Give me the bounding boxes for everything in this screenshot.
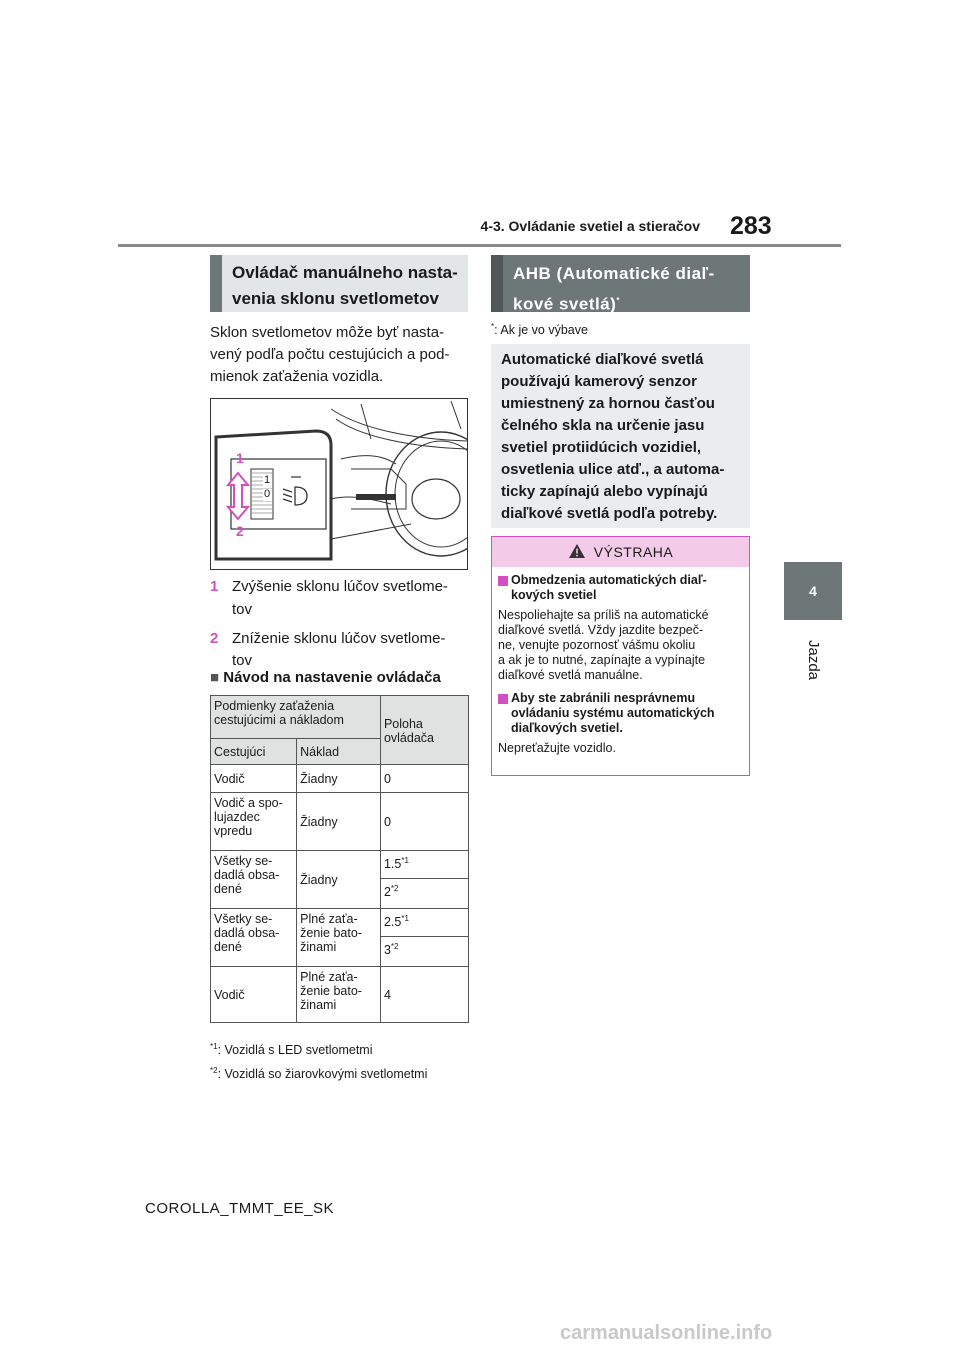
- cell-position: 0: [380, 765, 468, 793]
- cell-line: dené: [214, 882, 242, 896]
- warning-header: [492, 537, 749, 567]
- list-text: [232, 628, 445, 672]
- header-text: Podmienky zaťaženia: [214, 699, 335, 713]
- footnote-ref: *: [616, 296, 620, 305]
- subheading-text: [511, 691, 715, 736]
- cell-position: [380, 879, 468, 909]
- info-line: osvetlenia ulice atď., a automa-: [501, 461, 725, 478]
- table-header-passengers: Cestujúci: [211, 739, 297, 765]
- footnote-ref: *2: [390, 884, 399, 893]
- text-line: diaľkové svetlá manuálne.: [498, 668, 643, 682]
- list-text-line: tov: [232, 601, 253, 618]
- table-row: [211, 851, 469, 879]
- dial-mark-1: 1: [264, 474, 271, 486]
- cell-line: Plné zaťa-: [300, 970, 358, 984]
- text-line: kových svetiel: [511, 588, 597, 602]
- text-line: Nespoliehajte sa príliš na automatické: [498, 608, 709, 622]
- leveling-heading-line2: venia sklonu svetlometov: [232, 289, 439, 308]
- text-line: diaľkových svetiel.: [511, 721, 623, 735]
- cell-line: dadlá obsa-: [214, 926, 280, 940]
- list-item: [210, 576, 472, 621]
- list-text-line: Zvýšenie sklonu lúčov svetlome-: [232, 578, 448, 595]
- footnote-2: [210, 1066, 427, 1081]
- footnote-1: [210, 1042, 372, 1057]
- table-header-conditions: [211, 696, 381, 739]
- figure-label-down: 2: [236, 523, 244, 539]
- intro-line: mienok zaťaženia vozidla.: [210, 368, 384, 385]
- intro-line: vený podľa počtu cestujúcich a pod-: [210, 346, 450, 363]
- table-row: [211, 793, 469, 851]
- text-line: Aby ste zabránili nesprávnemu: [511, 691, 696, 705]
- warning-title: VÝSTRAHA: [593, 544, 674, 560]
- footnote-mark: *2: [210, 1066, 218, 1075]
- intro-line: Sklon svetlometov môže byť nasta-: [210, 324, 445, 341]
- cell-line: Všetky se-: [214, 912, 273, 926]
- watermark: carmanualsonline.info: [560, 1322, 773, 1344]
- header-divider: [118, 244, 841, 247]
- text-line: a ak je to nutné, zapínajte a vypínajte: [498, 653, 706, 667]
- cell-position: 4: [380, 967, 468, 1023]
- header-text: ovládača: [383, 730, 434, 745]
- footnote-ref: *1: [401, 856, 409, 865]
- page-number: 283: [730, 212, 772, 240]
- ahb-heading-line2: [513, 287, 740, 318]
- cell-line: vpredu: [214, 824, 253, 838]
- dashboard-drawing: [211, 399, 467, 569]
- table-header-position: [380, 696, 468, 765]
- info-line: Automatické diaľkové svetlá: [501, 351, 704, 368]
- info-line: umiestnený za hornou časťou: [501, 395, 715, 412]
- cell-cargo: Žiadny: [297, 793, 381, 851]
- cell-line: Plné zaťa-: [300, 912, 358, 926]
- warning-body: [492, 567, 749, 756]
- cell-line: žinami: [300, 940, 337, 954]
- position-value: 2: [383, 885, 391, 900]
- cell-line: lujazdec: [214, 810, 260, 824]
- list-text-line: Zníženie sklonu lúčov svetlome-: [232, 630, 446, 647]
- cell-line: Všetky se-: [214, 854, 273, 868]
- ahb-info-box: [491, 344, 750, 528]
- cell-passengers: [211, 909, 297, 967]
- document-code: COROLLA_TMMT_EE_SK: [145, 1200, 335, 1217]
- info-line: používajú kamerový senzor: [501, 373, 697, 390]
- cell-position: 0: [380, 793, 468, 851]
- cell-cargo: [297, 967, 381, 1023]
- header-text: cestujúcimi a nákladom: [214, 713, 344, 727]
- cell-line: dadlá obsa-: [214, 868, 280, 882]
- table-subheading: [210, 669, 441, 686]
- header-text: Poloha: [383, 716, 423, 731]
- availability-note: [491, 322, 588, 337]
- text-line: ovládaniu systému automatických: [511, 706, 715, 720]
- list-text-line: tov: [232, 652, 253, 669]
- cell-position: [380, 851, 468, 879]
- warning-triangle-icon: [568, 543, 586, 559]
- info-line: svetiel protiidúcich vozidiel,: [501, 439, 702, 456]
- warning-subheading-2: [498, 691, 743, 736]
- ahb-heading-line1: AHB (Automatické diaľ-: [513, 264, 715, 283]
- position-value: 3: [383, 943, 391, 958]
- footnote-ref: *1: [401, 914, 409, 923]
- text-line: ne, venujte pozornosť vášmu okoliu: [498, 638, 696, 652]
- warning-paragraph-1: [498, 608, 743, 683]
- leveling-section-heading: [210, 255, 468, 312]
- square-bullet-icon: ■: [210, 669, 220, 686]
- table-row: [211, 967, 469, 1023]
- list-number: 2: [210, 630, 219, 647]
- warning-box: [491, 536, 750, 776]
- cell-cargo: Žiadny: [297, 765, 381, 793]
- cell-passengers: [211, 793, 297, 851]
- footnote-text: : Vozidlá s LED svetlometmi: [217, 1043, 373, 1058]
- cell-passengers: Vodič: [211, 967, 297, 1023]
- footnote-mark: *: [491, 322, 495, 331]
- cell-line: ženie bato-: [300, 926, 362, 940]
- figure-legend-list: [210, 576, 472, 672]
- info-line: čelného skla na určenie jasu: [501, 417, 705, 434]
- warning-paragraph-2: Nepreťažujte vozidlo.: [498, 741, 616, 755]
- cell-line: žinami: [300, 998, 337, 1012]
- text-line: diaľkové svetlá. Vždy jazdite bezpeč-: [498, 623, 704, 637]
- leveling-heading-line1: Ovládač manuálneho nasta-: [232, 263, 458, 282]
- info-line: diaľkové svetlá podľa potreby.: [501, 505, 718, 522]
- heading-text: kové svetlá): [513, 294, 617, 314]
- footnote-ref: *2: [390, 942, 399, 951]
- cell-line: dené: [214, 940, 242, 954]
- table-row: [211, 909, 469, 937]
- figure-label-up: 1: [236, 450, 244, 466]
- footnote-text: : Vozidlá so žiarovkovými svetlometmi: [217, 1067, 428, 1082]
- cell-passengers: Vodič: [211, 765, 297, 793]
- text-line: Obmedzenia automatických diaľ-: [511, 573, 707, 587]
- info-line: ticky zapínajú alebo vypínajú: [501, 483, 708, 500]
- cell-position: [380, 937, 468, 967]
- cell-line: ženie bato-: [300, 984, 362, 998]
- ahb-section-heading: [491, 255, 750, 312]
- cell-passengers: [211, 851, 297, 909]
- cell-cargo: [297, 909, 381, 967]
- cell-line: Vodič a spo-: [214, 796, 283, 810]
- position-value: 1.5: [383, 857, 402, 872]
- list-item: [210, 628, 472, 672]
- footnote-mark: *1: [210, 1042, 218, 1051]
- chapter-tab: 4: [784, 562, 842, 620]
- table-row: [211, 765, 469, 793]
- subheading-text: Návod na nastavenie ovládača: [223, 669, 441, 686]
- cell-cargo: Žiadny: [297, 851, 381, 909]
- table-header-cargo: Náklad: [297, 739, 381, 765]
- list-text: [232, 576, 448, 621]
- leveling-dial-illustration: [210, 398, 468, 570]
- cell-position: [380, 909, 468, 937]
- warning-subheading-1: [498, 573, 743, 603]
- load-conditions-table: [210, 695, 469, 1023]
- square-bullet-icon: [498, 694, 508, 704]
- chapter-label: Jazda: [805, 639, 822, 681]
- dial-mark-0: 0: [264, 488, 271, 500]
- square-bullet-icon: [498, 576, 508, 586]
- position-value: 2.5: [383, 915, 402, 930]
- subheading-text: [511, 573, 707, 603]
- section-title: 4-3. Ovládanie svetiel a stieračov: [480, 218, 700, 234]
- list-number: 1: [210, 578, 219, 595]
- note-text: : Ak je vo výbave: [494, 323, 588, 338]
- leveling-intro: [210, 322, 472, 388]
